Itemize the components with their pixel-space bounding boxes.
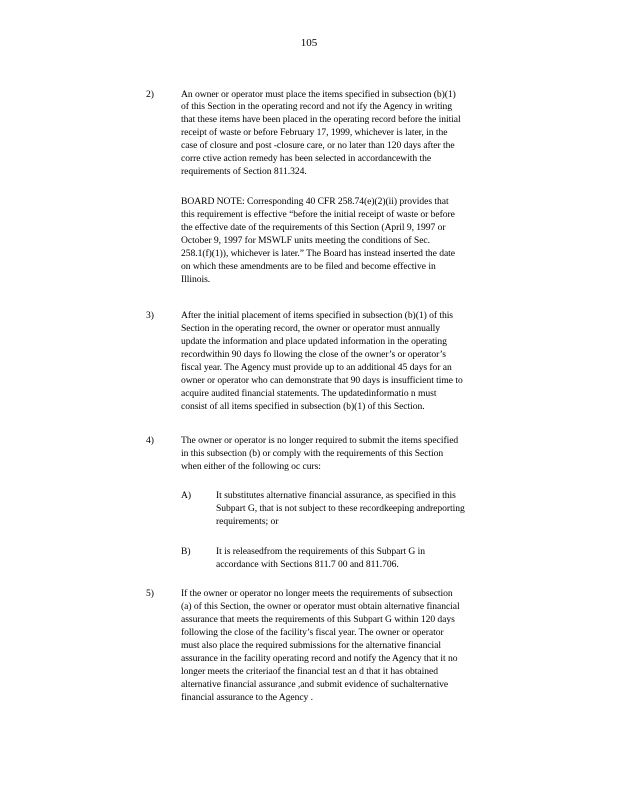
text-line: this requirement is effective “before the initial receipt of waste or before bbox=[181, 209, 455, 220]
item-number: 4) bbox=[146, 435, 154, 446]
text-line: October 9, 1997 for MSWLF units meeting the conditions of Sec. bbox=[181, 235, 430, 246]
text-line: acquire audited financial statements. The updatedinformatio n must bbox=[181, 388, 437, 399]
text-line: update the information and place updated information in the operating bbox=[181, 336, 447, 347]
text-line: corre ctive action remedy has been selected in accordancewith the bbox=[181, 153, 432, 164]
text-line: assurance that meets the requirements of this Subpart G within 120 days bbox=[181, 614, 455, 625]
text-line: consist of all items specified in subsection (b)(1) of this Section. bbox=[181, 401, 425, 412]
text-line: If the owner or operator no longer meets the requirements of subsection bbox=[181, 588, 453, 599]
item-number: 5) bbox=[146, 588, 154, 599]
text-line: when either of the following oc curs: bbox=[181, 461, 321, 472]
text-line: recordwithin 90 days fo llowing the close of the owner’s or operator’s bbox=[181, 349, 446, 360]
text-line: receipt of waste or before February 17, 1999, whichever is later, in the bbox=[181, 127, 448, 138]
text-line: Subpart G, that is not subject to these recordkeeping andreporting bbox=[216, 503, 465, 514]
text-line: must also place the required submissions for the alternative financial bbox=[181, 640, 441, 651]
text-line: It substitutes alternative financial assurance, as specified in this bbox=[216, 490, 456, 501]
text-line: Illinois. bbox=[181, 274, 211, 285]
item-number: 2) bbox=[146, 89, 154, 100]
text-line: owner or operator who can demonstrate that 90 days is insufficient time to bbox=[181, 375, 463, 386]
subitem-number: A) bbox=[181, 490, 192, 501]
text-line: accordance with Sections 811.7 00 and 811.706. bbox=[216, 559, 399, 570]
text-line: The owner or operator is no longer required to submit the items specified bbox=[181, 435, 459, 446]
text-line: financial assurance to the Agency . bbox=[181, 692, 313, 703]
text-line: longer meets the criteriaof the financial test an d that it has obtained bbox=[181, 666, 438, 677]
page-number: 105 bbox=[300, 37, 318, 49]
text-line: After the initial placement of items specified in subsection (b)(1) of this bbox=[181, 310, 453, 321]
text-line: case of closure and post -closure care, or no later than 120 days after the bbox=[181, 140, 455, 151]
text-line: on which these amendments are to be filed and become effective in bbox=[181, 261, 436, 272]
text-line: assurance in the facility operating record and notify the Agency that it no bbox=[181, 653, 458, 664]
text-line: requirements; or bbox=[216, 516, 279, 527]
text-line: of this Section in the operating record and not ify the Agency in writing bbox=[181, 101, 453, 112]
text-line: Section in the operating record, the owner or operator must annually bbox=[181, 323, 441, 334]
text-line: alternative financial assurance ,and submit evidence of suchalternative bbox=[181, 679, 449, 690]
text-line: that these items have been placed in the operating record before the initial bbox=[181, 114, 461, 125]
text-line: BOARD NOTE: Corresponding 40 CFR 258.74(e)(2)(ii) provides that bbox=[181, 196, 449, 207]
text-line: (a) of this Section, the owner or operator must obtain alternative financial bbox=[181, 601, 460, 612]
text-line: in this subsection (b) or comply with the requirements of this Section bbox=[181, 448, 444, 459]
text-line: following the close of the facility’s fiscal year. The owner or operator bbox=[181, 627, 444, 638]
text-line: requirements of Section 811.324. bbox=[181, 166, 307, 177]
text-line: An owner or operator must place the items specified in subsection (b)(1) bbox=[181, 89, 456, 100]
text-line: fiscal year. The Agency must provide up to an additional 45 days for an bbox=[181, 362, 452, 373]
subitem-number: B) bbox=[181, 546, 191, 557]
text-line: the effective date of the requirements of this Section (April 9, 1997 or bbox=[181, 222, 446, 233]
text-line: 258.1(f)(1)), whichever is later.” The Board has instead inserted the date bbox=[181, 248, 455, 259]
text-line: It is releasedfrom the requirements of this Subpart G in bbox=[216, 546, 426, 557]
item-number: 3) bbox=[146, 310, 154, 321]
